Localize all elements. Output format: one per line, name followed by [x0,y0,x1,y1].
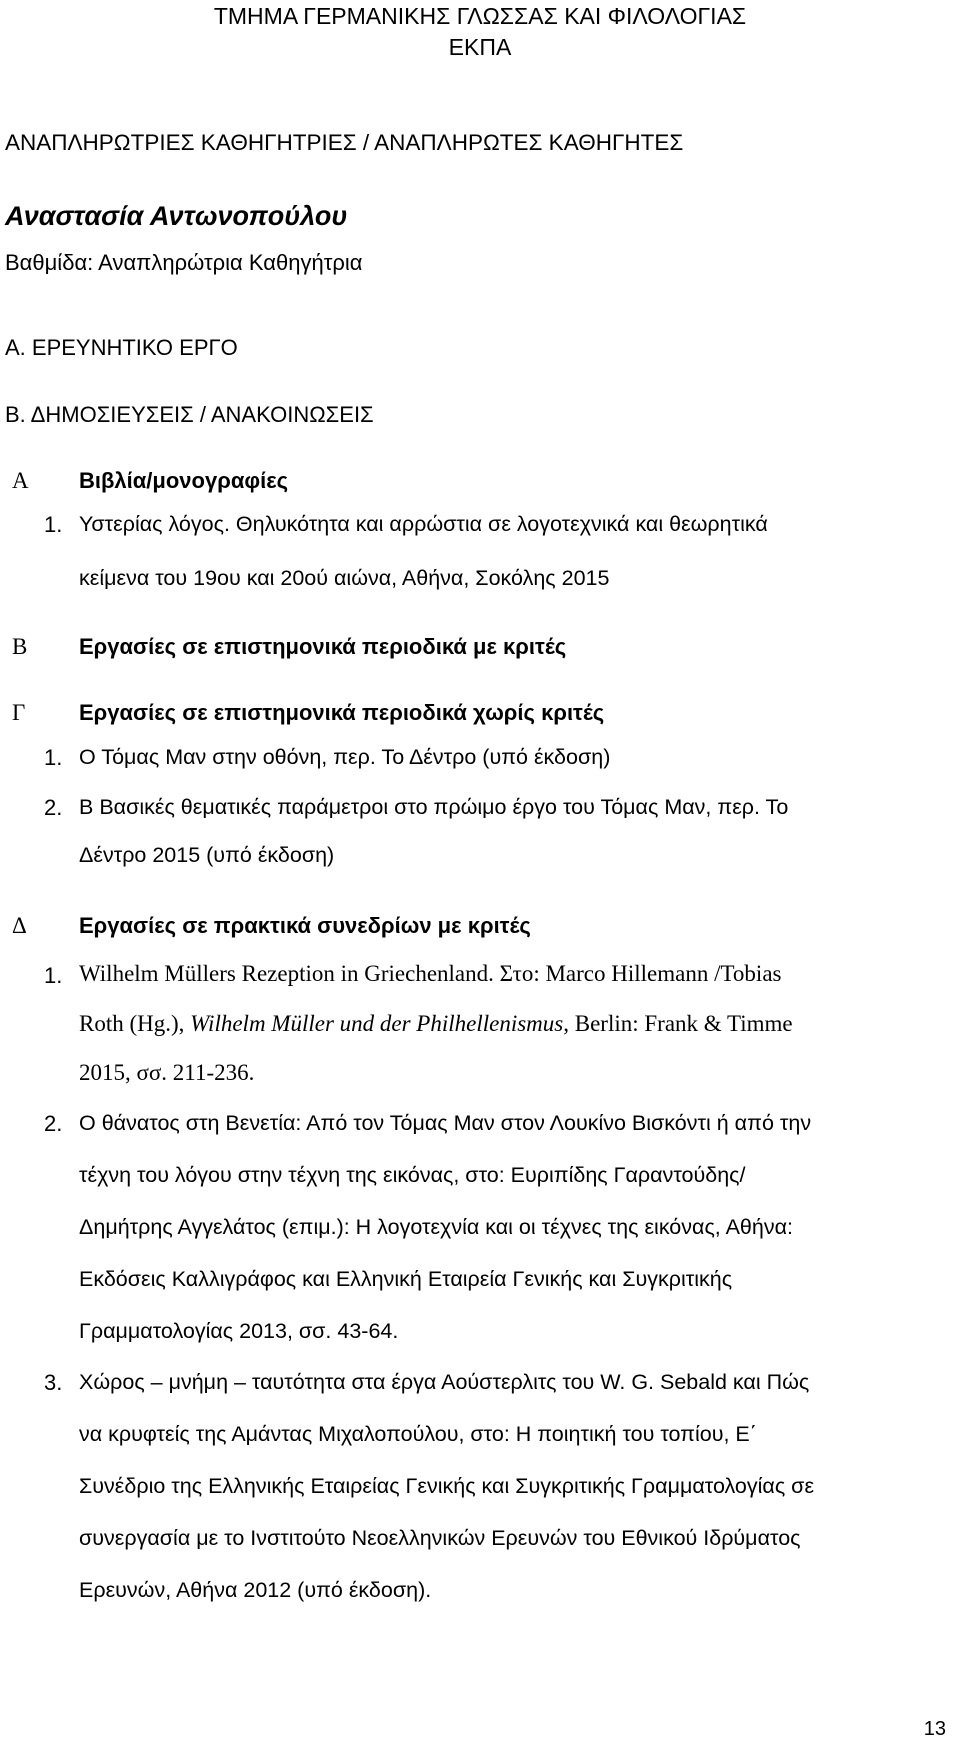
faculty-heading: ΑΝΑΠΛΗΡΩΤΡΙΕΣ ΚΑΘΗΓΗΤΡΙΕΣ / ΑΝΑΠΛΗΡΩΤΕΣ ΚΑΘΗΓΗΤΕΣ [5,130,684,155]
item-number: 2. [44,1111,63,1136]
journal-entry-line: Δέντρο 2015 (υπό έκδοση) [79,843,335,867]
proceedings-entry-line: Ερευνών, Αθήνα 2012 (υπό έκδοση). [79,1578,432,1602]
group-title-books: Βιβλία/μονογραφίες [79,468,289,493]
book-entry-line: Υστερίας λόγος. Θηλυκότητα και αρρώστια σε λογοτεχνικά και θεωρητικά [79,512,768,536]
proceedings-entry-line: Δημήτρης Αγγελάτος (επιμ.): Η λογοτεχνία και οι τέχνες της εικόνας, Αθήνα: [79,1215,793,1239]
section-a-heading: Α. ΕΡΕΥΝΗΤΙΚΟ ΕΡΓΟ [5,335,238,360]
header-department: ΤΜΗΜΑ ΓΕΡΜΑΝΙΚΗΣ ΓΛΩΣΣΑΣ ΚΑΙ ΦΙΛΟΛΟΓΙΑΣ [213,3,747,29]
person-rank: Βαθμίδα: Αναπληρώτρια Καθηγήτρια [5,250,363,275]
proceedings-entry-text: Roth (Hg.), [79,1011,191,1036]
item-number: 3. [44,1370,63,1395]
proceedings-entry-line [79,1011,793,1037]
group-letter-c: Γ [12,700,26,725]
group-title-non-reviewed-journals: Εργασίες σε επιστημονικά περιοδικά χωρίς κριτές [79,700,605,725]
item-number: 1. [44,963,63,988]
journal-entry-line: Β Βασικές θεματικές παράμετροι στο πρώιμο έργο του Τόμας Μαν, περ. Το [79,795,789,819]
page-number: 13 [923,1718,946,1740]
proceedings-entry-line: 2015, σσ. 211-236. [79,1060,255,1085]
group-letter-b: Β [12,634,28,659]
proceedings-entry-line: Εκδόσεις Καλλιγράφος και Ελληνική Εταιρεία Γενικής και Συγκριτικής [79,1267,733,1291]
proceedings-entry-line: συνεργασία με το Ινστιτούτο Νεοελληνικών Ερευνών του Εθνικού Ιδρύματος [79,1526,801,1550]
proceedings-entry-line: τέχνη του λόγου στην τέχνη της εικόνας, στο: Ευριπίδης Γαραντούδης/ [79,1163,746,1187]
item-number: 1. [44,512,63,537]
book-entry-line: κείμενα του 19ου και 20ού αιώνα, Αθήνα, Σοκόλης 2015 [79,566,610,590]
proceedings-entry-line: Γραμματολογίας 2013, σσ. 43-64. [79,1319,399,1343]
group-letter-d: Δ [12,913,27,938]
person-name: Αναστασία Αντωνοπούλου [5,201,348,231]
proceedings-book-title: Wilhelm Müller und der Philhellenismus [190,1011,564,1036]
proceedings-entry-line: Συνέδριο της Ελληνικής Εταιρείας Γενικής και Συγκριτικής Γραμματολογίας σε [79,1474,815,1498]
journal-entry-line: Ο Τόμας Μαν στην οθόνη, περ. Το Δέντρο (υπό έκδοση) [79,745,611,769]
group-title-conference-proceedings: Εργασίες σε πρακτικά συνεδρίων με κριτές [79,913,531,938]
item-number: 1. [44,745,63,770]
proceedings-entry-line: Wilhelm Müllers Rezeption in Griechenland. Στο: Marco Hillemann /Tobias [79,961,782,986]
proceedings-entry-line: Χώρος – μνήμη – ταυτότητα στα έργα Αούστερλιτς του W. G. Sebald και Πώς [79,1370,810,1394]
proceedings-entry-line: Ο θάνατος στη Βενετία: Από τον Τόμας Μαν στον Λουκίνο Βισκόντι ή από την [79,1111,812,1135]
item-number: 2. [44,795,63,820]
proceedings-entry-text: , Berlin: Frank & Timme [563,1011,793,1036]
group-title-peer-reviewed-journals: Εργασίες σε επιστημονικά περιοδικά με κριτές [79,634,567,659]
proceedings-entry-line: να κρυφτείς της Αμάντας Μιχαλοπούλου, στο: Η ποιητική του τοπίου, Ε΄ [79,1422,757,1446]
section-b-heading: Β. ΔΗΜΟΣΙΕΥΣΕΙΣ / ΑΝΑΚΟΙΝΩΣΕΙΣ [5,402,374,427]
group-letter-a: Α [12,468,29,493]
header-university: ΕΚΠΑ [448,34,512,60]
